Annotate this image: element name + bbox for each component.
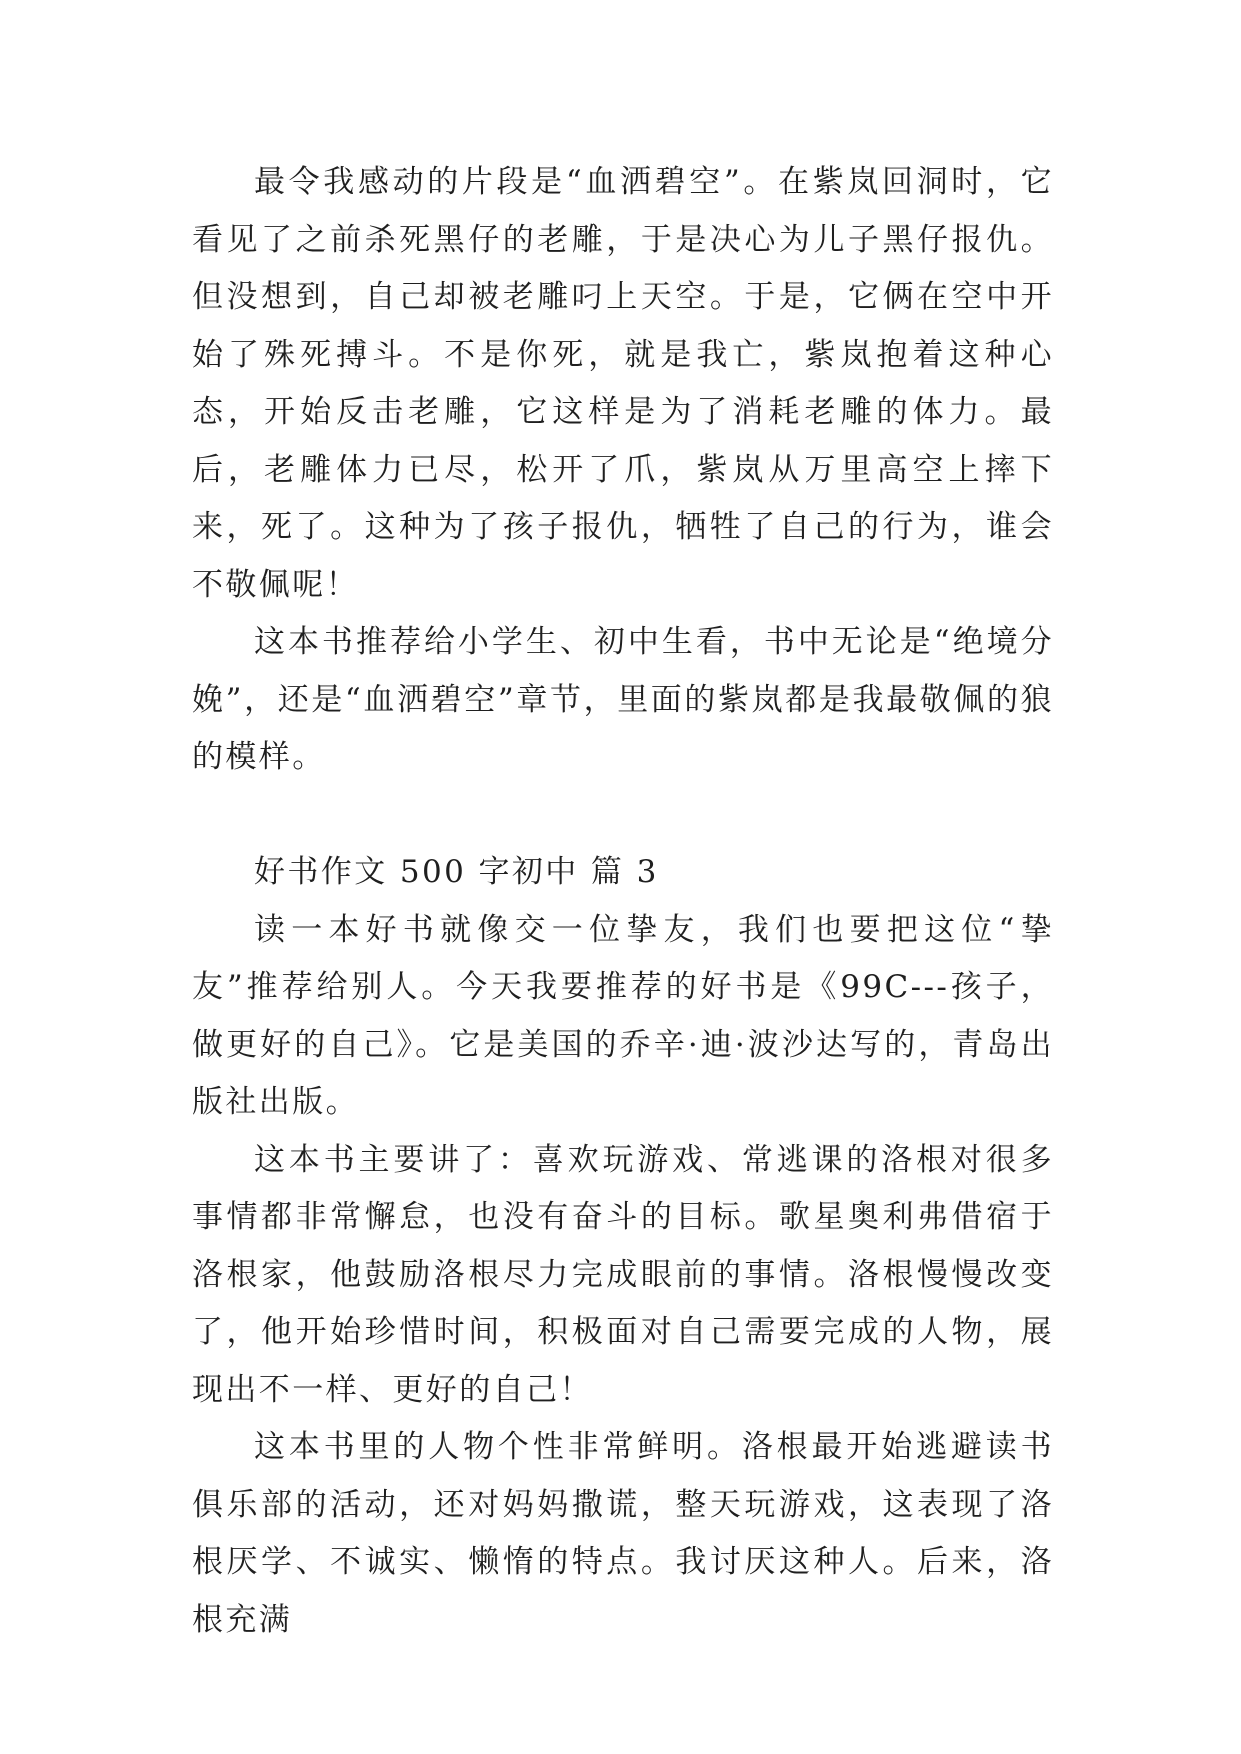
paragraph-intro: 读一本好书就像交一位挚友，我们也要把这位“挚友”推荐给别人。今天我要推荐的好书是《99C---孩子，做更好的自己》。它是美国的乔辛·迪·波沙达写的，青岛出版社出版。 <box>192 911 1054 1120</box>
paragraph-recommendation: 这本书推荐给小学生、初中生看，书中无论是“绝境分娩”，还是“血洒碧空”章节，里面的紫岚都是我最敬佩的狼的模样。 <box>192 624 1054 775</box>
document-body <box>192 154 1054 1649</box>
section-spacer <box>192 787 1054 845</box>
paragraph-summary: 这本书主要讲了：喜欢玩游戏、常逃课的洛根对很多事情都非常懈怠，也没有奋斗的目标。歌星奥利弗借宿于洛根家，他鼓励洛根尽力完成眼前的事情。洛根慢慢改变了，他开始珍惜时间，积极面对自己需要完成的人物，展现出不一样、更好的自己！ <box>192 1141 1054 1408</box>
section-heading: 好书作文 500 字初中 篇 3 <box>254 854 659 890</box>
paragraph-characters: 这本书里的人物个性非常鲜明。洛根最开始逃避读书俱乐部的活动，还对妈妈撒谎，整天玩游戏，这表现了洛根厌学、不诚实、懒惰的特点。我讨厌这种人。后来，洛根充满 <box>192 1429 1054 1638</box>
paragraph-climax: 最令我感动的片段是“血洒碧空”。在紫岚回洞时，它看见了之前杀死黑仔的老雕，于是决心为儿子黑仔报仇。但没想到，自己却被老雕叼上天空。于是，它俩在空中开始了殊死搏斗。不是你死，就是我亡，紫岚抱着这种心态，开始反击老雕，它这样是为了消耗老雕的体力。最后，老雕体力已尽，松开了爪，紫岚从万里高空上摔下来，死了。这种为了孩子报仇，牺牲了自己的行为，谁会不敬佩呢！ <box>192 164 1054 603</box>
